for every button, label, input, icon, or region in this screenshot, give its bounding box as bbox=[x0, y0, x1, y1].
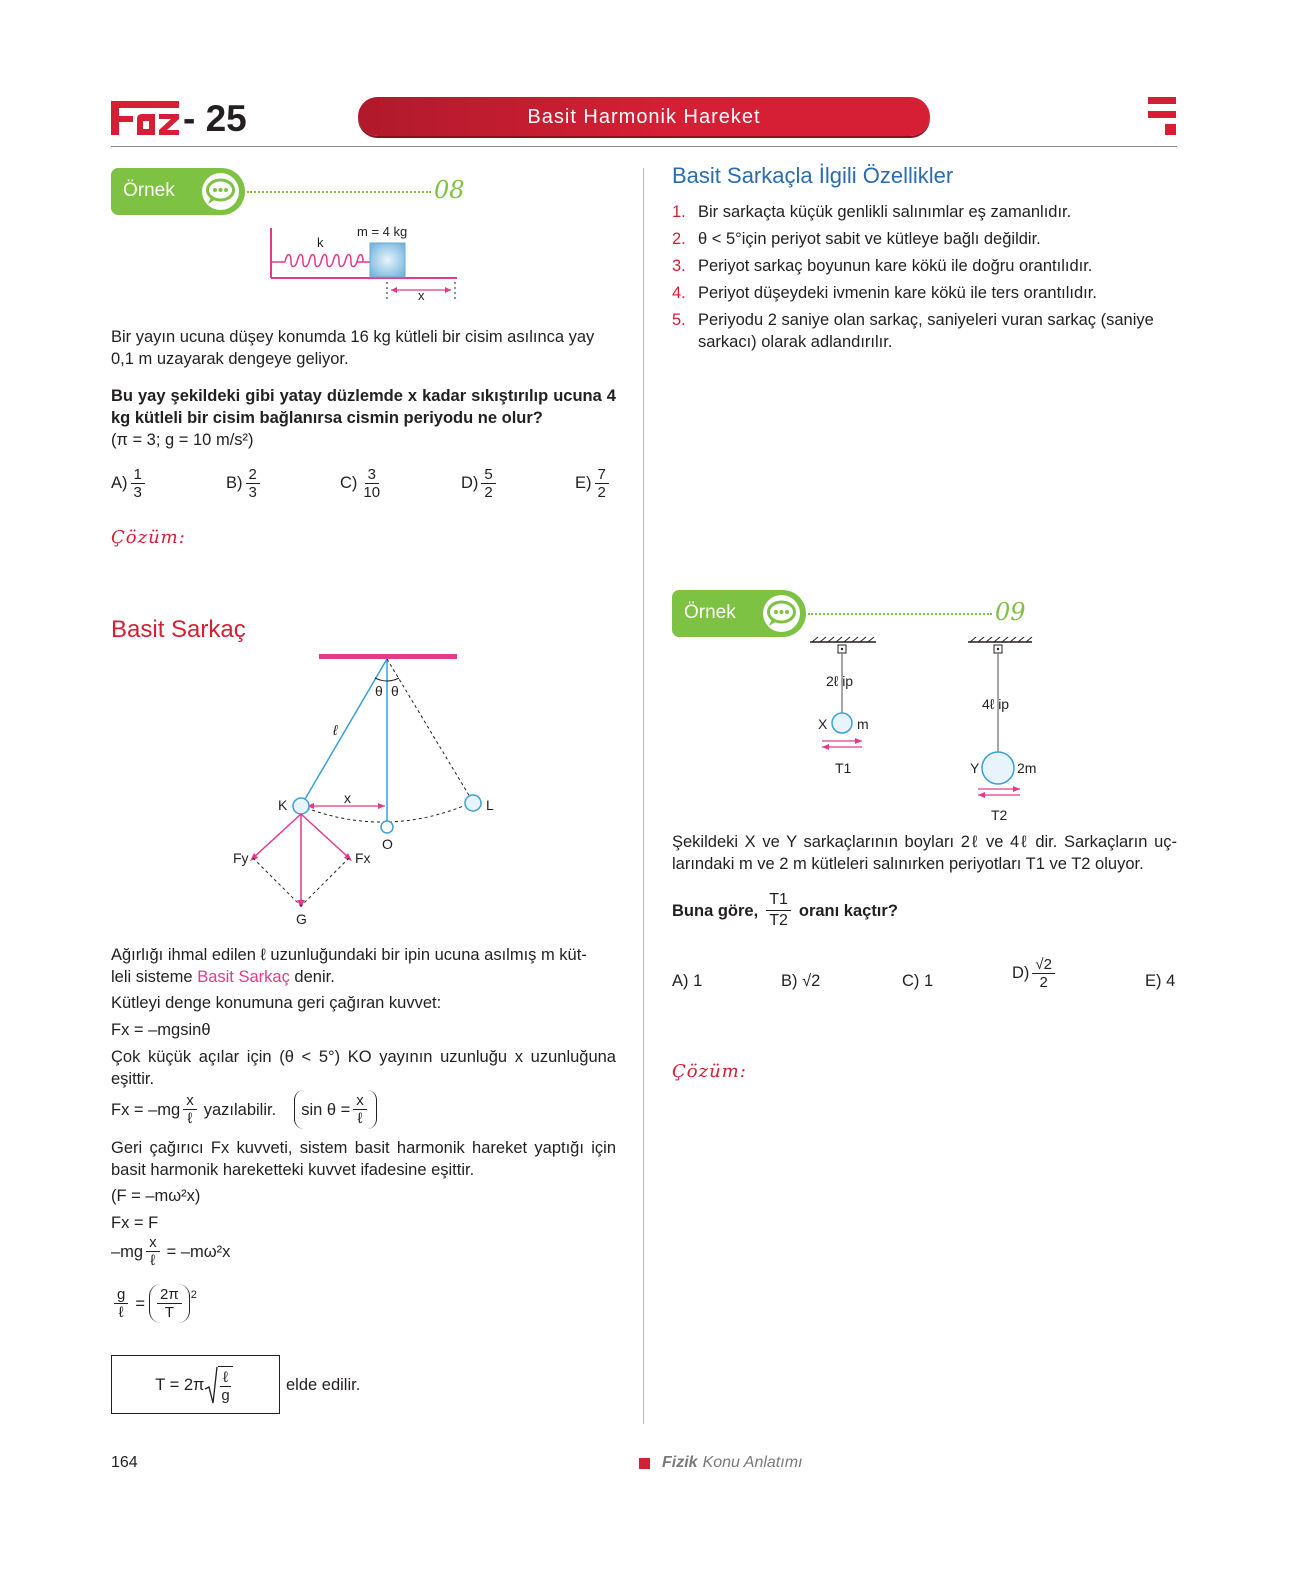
equation-fx-eq-f: Fx = F bbox=[111, 1214, 159, 1232]
footer-square-icon bbox=[639, 1458, 650, 1469]
pendulum-definition: Ağırlığı ihmal edilen ℓ uzunluğundaki bir ipin ucuna asılmış m küt- leli sisteme Basit Sarkaç denir. bbox=[111, 946, 587, 986]
point-g-label: G bbox=[296, 911, 307, 927]
example-08-given: (π = 3; g = 10 m/s²) bbox=[111, 431, 254, 449]
column-divider bbox=[643, 168, 644, 1424]
page-number: 164 bbox=[111, 1454, 138, 1471]
header-title: Basit Harmonik Hareket bbox=[527, 106, 761, 128]
x-label: x bbox=[344, 790, 351, 806]
example-09-question: Buna göre, $\frac{T1}{T2}$ oranı kaçtır? bbox=[672, 891, 898, 929]
simple-pendulum-heading: Basit Sarkaç bbox=[111, 616, 246, 643]
example-08-question: Bu yay şekildeki gibi yatay düzlemde x kadar sıkıştırılıp ucuna 4 kg kütleli bir cisim bağlanırsa cismin periyodu ne olur? bbox=[111, 387, 616, 427]
example-09-dotted-line bbox=[808, 613, 992, 615]
option-e[interactable]: E) 4 bbox=[1145, 972, 1176, 990]
mass-label: m = 4 kg bbox=[357, 224, 408, 239]
force-fx-label: Fx bbox=[355, 850, 371, 866]
small-angle-text: Çok küçük açılar için (θ < 5°) KO yayının uzunluğu x uzunluğuna eşittir. bbox=[111, 1048, 616, 1088]
term-basit-sarkac: Basit Sarkaç bbox=[197, 968, 290, 986]
example-09-number: 09 bbox=[995, 598, 1026, 626]
force-fy-label: Fy bbox=[233, 850, 249, 866]
property-item-2: 2. θ < 5°için periyot sabit ve kütleye bağlı değildir. bbox=[672, 230, 1041, 248]
pendulum-x-mass-label: m bbox=[857, 716, 869, 732]
equation-g-over-l: $\frac{g}{\text{ℓ}}$ = $\frac{2\pi}{T}$ $^2$ bbox=[111, 1284, 197, 1323]
properties-heading: Basit Sarkaçla İlgili Özellikler bbox=[672, 163, 954, 188]
example-label: Örnek bbox=[123, 180, 175, 201]
equation-f: (F = –mω²x) bbox=[111, 1187, 201, 1205]
example-label: Örnek bbox=[684, 602, 736, 623]
restoring-force-text: Kütleyi denge konumuna geri çağıran kuvvet: bbox=[111, 994, 442, 1012]
footer-brand: Fizik Konu Anlatımı bbox=[639, 1454, 802, 1472]
pendulum-y-length-label: 4ℓ ip bbox=[982, 696, 1010, 712]
length-label: ℓ bbox=[333, 722, 338, 738]
equation-fx-sin: Fx = –mgsinθ bbox=[111, 1021, 211, 1039]
faz-number: - 25 bbox=[183, 98, 247, 139]
property-item-1: 1. Bir sarkaçta küçük genlikli salınımlar eş zamanlıdır. bbox=[672, 203, 1072, 221]
header-title-bar bbox=[358, 97, 930, 136]
displacement-x-label: x bbox=[418, 288, 425, 303]
faz-logo bbox=[111, 97, 181, 137]
example-08-solution-label: Çözüm: bbox=[111, 527, 186, 548]
property-item-3: 3. Periyot sarkaç boyunun kare kökü ile doğru orantılıdır. bbox=[672, 257, 1093, 275]
period-t1-label: T1 bbox=[835, 760, 852, 776]
period-formula-box: T = 2π $\frac{\text{ℓ}}{g}$ bbox=[111, 1355, 280, 1414]
example-09-tab bbox=[672, 590, 806, 637]
example-09-paragraph: Şekildeki X ve Y sarkaçlarının boyları 2ℓ ve 4ℓ dir. Sarkaçların uç-larındaki m ve 2 m kütleleri salınırken periyotları T1 ve T2 oluyor. bbox=[672, 833, 1177, 873]
sqrt-symbol: $\frac{\text{ℓ}}{g}$ bbox=[204, 1365, 235, 1405]
spring-k-label: k bbox=[317, 235, 324, 250]
brand-mark-icon bbox=[1148, 97, 1178, 137]
example-08-number: 08 bbox=[434, 176, 465, 204]
equation-mg-omega: –mg $\frac{x}{\text{ℓ}}$ = –mω²x bbox=[111, 1234, 231, 1269]
example-08-dotted-line bbox=[247, 191, 431, 193]
pendulum-y-mass-label: 2m bbox=[1017, 760, 1037, 776]
chat-bubble-icon bbox=[763, 595, 800, 632]
example-08-tab bbox=[111, 168, 245, 215]
property-item-4: 4. Periyot düşeydeki ivmenin kare kökü ile ters orantılıdır. bbox=[672, 284, 1097, 302]
two-pendulums-figure bbox=[800, 636, 1060, 826]
pendulum-figure bbox=[225, 650, 505, 930]
option-d[interactable]: D) $\frac{√2}{2}$ bbox=[1012, 956, 1058, 991]
theta-left-label: θ bbox=[375, 683, 383, 699]
header-rule bbox=[111, 146, 1177, 147]
formula-result-text: elde edilir. bbox=[286, 1376, 361, 1394]
spring-figure bbox=[265, 222, 465, 307]
property-item-5: 5. Periyodu 2 saniye olan sarkaç, saniyeleri vuran sarkaç (saniye sarkacı) olarak adlandırılır. bbox=[672, 311, 1154, 351]
pendulum-x-label: X bbox=[818, 716, 828, 732]
option-c[interactable]: C) 1 bbox=[902, 972, 934, 990]
pendulum-x-length-label: 2ℓ ip bbox=[826, 673, 854, 689]
option-b[interactable]: B) $\frac{2}{3}$ bbox=[226, 466, 263, 501]
option-b[interactable]: B) √2 bbox=[781, 972, 821, 990]
pendulum-y-label: Y bbox=[970, 760, 980, 776]
option-d[interactable]: D) $\frac{5}{2}$ bbox=[461, 466, 499, 501]
point-l-label: L bbox=[486, 797, 494, 813]
option-e[interactable]: E) $\frac{7}{2}$ bbox=[575, 466, 612, 501]
period-t2-label: T2 bbox=[991, 807, 1008, 823]
sin-paren: sin θ = $\frac{x}{\text{ℓ}}$ bbox=[294, 1090, 377, 1129]
option-a[interactable]: A) $\frac{1}{3}$ bbox=[111, 466, 148, 501]
option-a[interactable]: A) 1 bbox=[672, 972, 703, 990]
chat-bubble-icon bbox=[202, 173, 239, 210]
option-c[interactable]: C) $\frac{3}{10}$ bbox=[340, 466, 381, 501]
restoring-force-equality-text: Geri çağırıcı Fx kuvveti, sistem basit harmonik hareket yaptığı için basit harmonik hareketteki kuvvet ifadesine eşittir. bbox=[111, 1139, 616, 1179]
point-o-label: O bbox=[382, 836, 393, 852]
equation-fx-x: Fx = –mg $\frac{x}{\text{ℓ}}$ yazılabilir. sin θ = $\frac{x}{\text{ℓ}}$ bbox=[111, 1090, 377, 1129]
point-k-label: K bbox=[278, 797, 288, 813]
example-09-solution-label: Çözüm: bbox=[672, 1061, 747, 1082]
theta-right-label: θ bbox=[391, 683, 399, 699]
example-08-paragraph: Bir yayın ucuna düşey konumda 16 kg kütleli bir cisim asılınca yay 0,1 m uzayarak dengeye geliyor. bbox=[111, 328, 595, 368]
